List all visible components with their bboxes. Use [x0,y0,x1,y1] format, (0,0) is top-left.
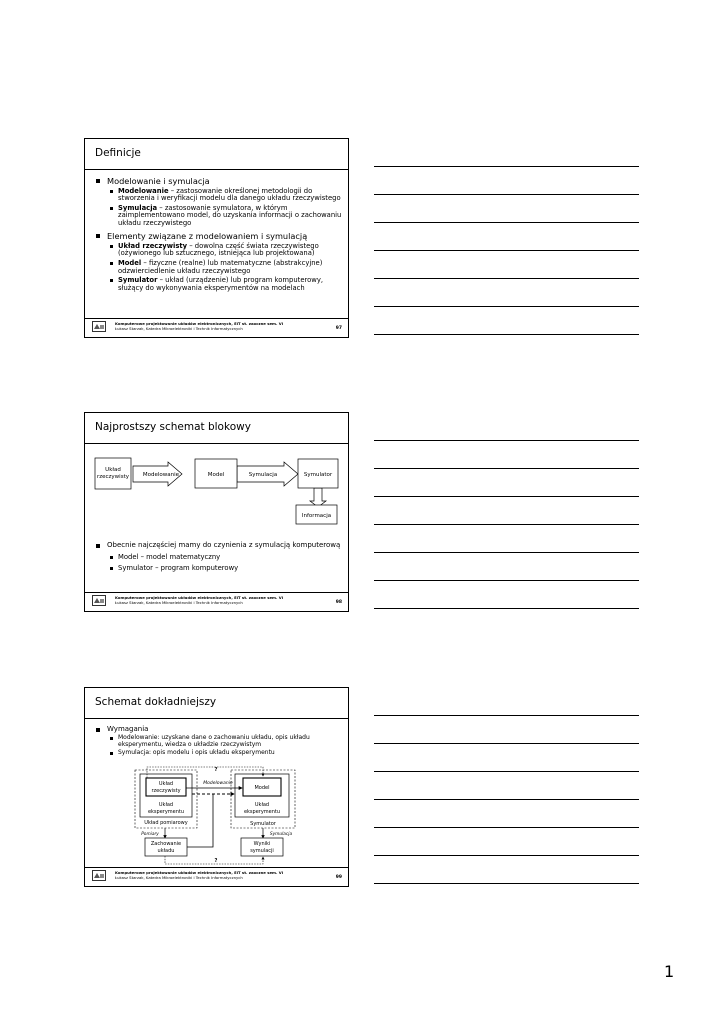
simulator-label: Symulator [250,821,276,827]
down-arrow [310,488,326,507]
term: Modelowanie [118,186,169,195]
note-line [374,166,639,167]
question-mark-top: ? [214,767,218,773]
note-line [374,743,639,744]
slide-title: Definicje [95,147,141,159]
note-line [374,496,639,497]
note-line [374,278,639,279]
slide-footer [85,867,348,886]
slide-title: Najprostszy schemat blokowy [95,421,251,433]
sub-bullet-item [93,243,342,259]
experiment-right-line2: eksperymentu [243,809,281,815]
slide-footer [85,318,348,337]
page-number: 1 [664,962,675,981]
note-line [374,827,639,828]
information-label: Informacja [301,513,332,519]
note-line [374,440,639,441]
measurements-label: Pomiary [141,832,159,837]
note-line [374,855,639,856]
slide-simple-block-diagram [84,412,349,612]
experiment-left-line1: Układ [158,802,174,808]
footer-course: Komputerowe projektowanie układów elektronicznych, EiT st. zaoczne sem. VI [115,870,284,875]
results-line1: Wyniki [253,841,271,847]
definition: – układ (urządzenie) lub program komputerowy, służący do wykonywania eksperymentów na modelach [118,275,324,292]
note-line [374,334,639,335]
university-logo-icon [92,870,106,881]
definition: – dowolna część świata rzeczywistego (ożywionego lub sztucznego, istniejąca lub projektowana) [118,241,319,258]
university-logo-icon [92,321,106,332]
note-line [374,771,639,772]
term: Symulacja [118,203,158,212]
sub-bullet-item [93,260,342,276]
note-line [374,580,639,581]
sub-bullet-item [93,205,342,228]
note-line [374,250,639,251]
real-system-line1: Układ [158,781,174,787]
note-line [374,715,639,716]
sub-bullet-item: Symulator – program komputerowy [93,565,342,573]
title-divider [85,169,348,170]
measurement-system-label: Układ pomiarowy [144,820,188,826]
real-system-label-line1: Układ [105,467,121,473]
bullet-item: Obecnie najczęściej mamy do czynienia z symulacją komputerową [93,541,342,550]
model-label: Model [207,472,225,478]
slide-number: 97 [335,326,342,331]
simulation-label: Symulacja [248,472,278,478]
slide-number: 98 [335,600,342,605]
note-line [374,524,639,525]
note-line [374,883,639,884]
footer-author: Łukasz Starzak, Katedra Mikroelektroniki i Technik Informatycznych [115,599,243,605]
real-system-label-line2: rzeczywisty [96,474,130,480]
bullet-item: Wymagania [93,725,342,734]
bullet-item: Modelowanie i symulacja [93,176,342,186]
definition: – fizyczne (realne) lub matematyczne (abstrakcyjne) odzwierciedlenie układu rzeczywistego [118,258,323,275]
term: Układ rzeczywisty [118,241,188,250]
university-logo-icon [92,595,106,606]
note-line [374,222,639,223]
definition: – zastosowanie określonej metodologii do stworzenia i weryfikacji modelu dla danego układu rzeczywistego [118,186,341,203]
sub-bullet-item [93,277,342,293]
note-line [374,552,639,553]
modeling-label: Modelowanie [203,781,233,786]
definition: – zastosowanie symulatora, w którym zaimplementowano model, do uzyskania informacji o zachowaniu układu rzeczywistego [118,203,342,228]
simulation-label: Symulacja [269,832,293,837]
sub-bullet-item: Modelowanie: uzyskane dane o zachowaniu układu, opis układu eksperymentu, wiedza o układzie rzeczywistym [93,735,342,749]
slide-body [93,538,342,573]
simulator-label: Symulator [303,472,333,478]
detailed-diagram [85,688,350,870]
slide-number: 99 [335,875,342,880]
behavior-line1: Zachowanie [150,841,182,847]
experiment-left-line2: eksperymentu [147,809,185,815]
results-line2: symulacji [250,848,274,854]
footer-author: Łukasz Starzak, Katedra Mikroelektroniki i Technik Informatycznych [115,874,243,880]
sub-bullet-item: Symulacja: opis modelu i opis układu eksperymentu [93,750,342,757]
modeling-label: Modelowanie [142,472,180,478]
slide-definitions [84,138,349,338]
footer-course: Komputerowe projektowanie układów elektronicznych, EiT st. zaoczne sem. VI [115,321,284,326]
note-line [374,608,639,609]
note-line [374,468,639,469]
slide-footer [85,592,348,611]
model-label: Model [254,785,270,791]
experiment-right-line1: Układ [254,802,270,808]
simple-block-diagram [85,413,350,613]
bullet-item: Elementy związane z modelowaniem i symulacją [93,231,342,241]
slide-body [93,173,342,292]
slide-title: Schemat dokładniejszy [95,696,217,708]
real-system-line2: rzeczywisty [151,788,181,794]
note-line [374,306,639,307]
note-line [374,799,639,800]
term: Model [118,258,142,267]
note-line [374,194,639,195]
sub-bullet-item: Model – model matematyczny [93,554,342,562]
footer-author: Łukasz Starzak, Katedra Mikroelektroniki i Technik Informatycznych [115,325,243,331]
slide-detailed-diagram [84,687,349,887]
footer-course: Komputerowe projektowanie układów elektronicznych, EiT st. zaoczne sem. VI [115,595,284,600]
question-mark-bottom: ? [214,858,218,864]
term: Symulator [118,275,158,284]
behavior-line2: układu [157,848,175,854]
sub-bullet-item [93,188,342,204]
